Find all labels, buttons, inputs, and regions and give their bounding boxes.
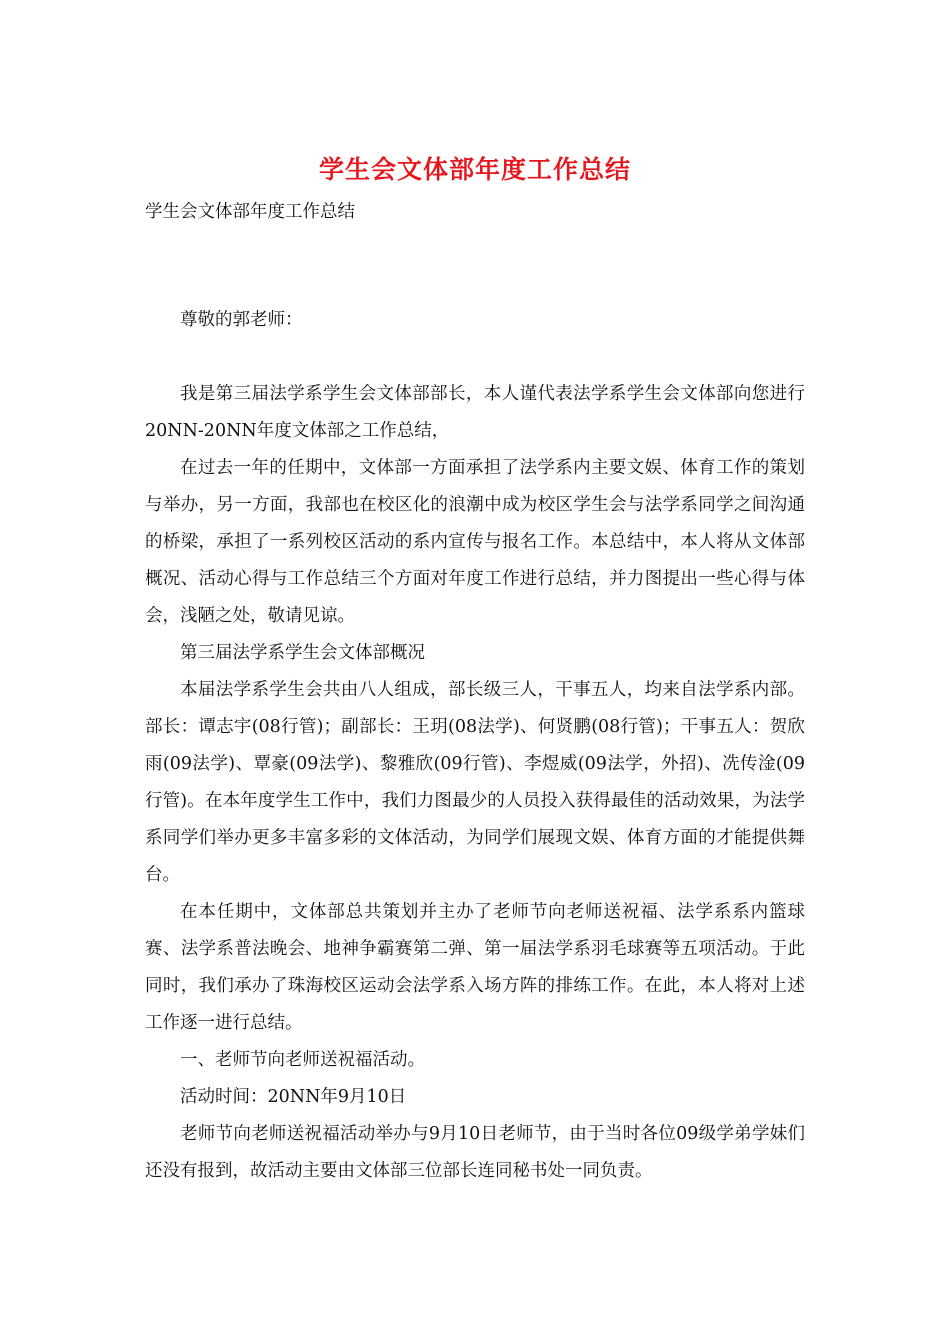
document-subtitle: 学生会文体部年度工作总结 bbox=[145, 202, 355, 222]
document-body bbox=[145, 302, 805, 1190]
paragraph-intro: 我是第三届法学系学生会文体部部长，本人谨代表法学系学生会文体部向您进行20NN-20NN年度文体部之工作总结， bbox=[145, 384, 805, 441]
paragraph-activity-1: 老师节向老师送祝福活动举办与9月10日老师节，由于当时各位09级学弟学妹们还没有报到，故活动主要由文体部三位部长连同秘书处一同负责。 bbox=[145, 1124, 805, 1181]
paragraph-overview: 在过去一年的任期中，文体部一方面承担了法学系内主要文娱、体育工作的策划与举办，另一方面，我部也在校区化的浪潮中成为校区学生会与法学系同学之间沟通的桥梁，承担了一系列校区活动的系内宣传与报名工作。本总结中，本人将从文体部概况、活动心得与工作总结三个方面对年度工作进行总结，并力图提出一些心得与体会，浅陋之处，敬请见谅。 bbox=[145, 458, 805, 626]
activity-time: 活动时间：20NN年9月10日 bbox=[180, 1087, 407, 1107]
section-heading-activity-1: 一、老师节向老师送祝福活动。 bbox=[180, 1050, 425, 1070]
greeting: 尊敬的郭老师： bbox=[180, 310, 303, 330]
paragraph-activities: 在本任期中，文体部总共策划并主办了老师节向老师送祝福、法学系系内篮球赛、法学系普法晚会、地神争霸赛第二弹、第一届法学系羽毛球赛等五项活动。于此同时，我们承办了珠海校区运动会法学系入场方阵的排练工作。在此，本人将对上述工作逐一进行总结。 bbox=[145, 902, 805, 1033]
section-heading-department: 第三届法学系学生会文体部概况 bbox=[180, 643, 425, 663]
document-title: 学生会文体部年度工作总结 bbox=[318, 155, 631, 184]
paragraph-members: 本届法学系学生会共由八人组成，部长级三人，干事五人，均来自法学系内部。部长：谭志宇(08行管)；副部长：王玥(08法学)、何贤鹏(08行管)；干事五人：贺欣雨(09法学)、覃豪(09法学)、黎雅欣(09行管)、李煜威(09法学，外招)、冼传淦(09行管)。在本年度学生工作中，我们力图最少的人员投入获得最佳的活动效果，为法学系同学们举办更多丰富多彩的文体活动，为同学们展现文娱、体育方面的才能提供舞台。 bbox=[145, 680, 805, 885]
